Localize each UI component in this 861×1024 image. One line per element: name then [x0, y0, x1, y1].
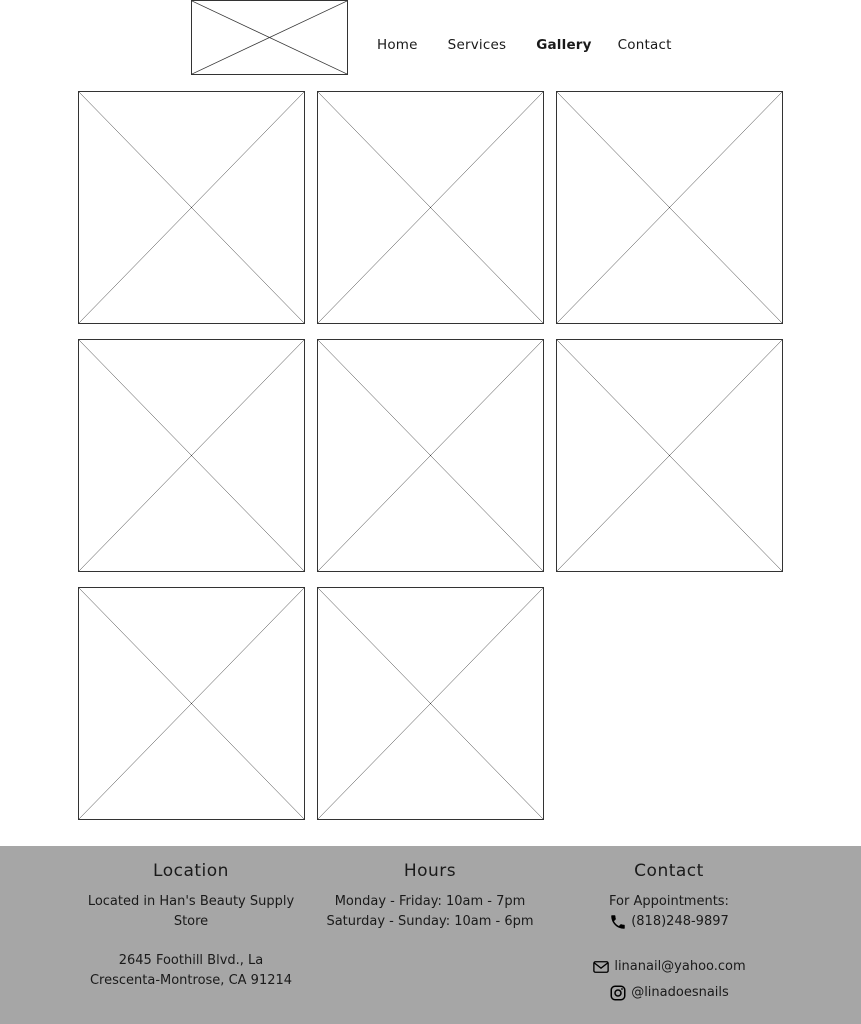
address-line1: 2645 Foothill Blvd., La [118, 953, 264, 968]
nav-services[interactable]: Services [447, 37, 507, 53]
hours-weekday: Monday - Friday: 10am - 7pm [334, 894, 526, 909]
site-footer [0, 846, 861, 1024]
gallery-image-2[interactable] [317, 91, 544, 324]
mail-icon [592, 958, 610, 976]
image-placeholder-icon [79, 340, 304, 571]
image-placeholder-icon [557, 92, 782, 323]
phone-link[interactable] [609, 912, 729, 932]
main-nav [377, 36, 672, 54]
phone-number: (818)248-9897 [631, 914, 729, 929]
gallery-image-7[interactable] [78, 587, 305, 820]
location-line1: Located in Han's Beauty Supply [87, 894, 295, 909]
phone-icon [609, 913, 627, 931]
gallery-image-3[interactable] [556, 91, 783, 324]
email-link[interactable] [592, 957, 745, 977]
image-placeholder-icon [318, 92, 543, 323]
hours-weekend: Saturday - Sunday: 10am - 6pm [326, 914, 534, 929]
image-placeholder-icon [79, 588, 304, 819]
gallery-image-6[interactable] [556, 339, 783, 572]
email-address: linanail@yahoo.com [614, 959, 746, 974]
hours-title: Hours [403, 861, 457, 881]
contact-title: Contact [634, 861, 704, 881]
gallery-image-8[interactable] [317, 587, 544, 820]
image-placeholder-icon [318, 340, 543, 571]
instagram-link[interactable] [609, 983, 729, 1003]
footer-contact [549, 846, 789, 1009]
instagram-handle: @linadoesnails [631, 985, 729, 1000]
logo-image[interactable] [191, 0, 348, 75]
image-placeholder-icon [192, 1, 347, 74]
location-title: Location [153, 861, 229, 881]
footer-hours [310, 846, 550, 932]
gallery-image-4[interactable] [78, 339, 305, 572]
address-line2: Crescenta-Montrose, CA 91214 [89, 973, 293, 988]
gallery-image-5[interactable] [317, 339, 544, 572]
image-placeholder-icon [79, 92, 304, 323]
instagram-icon [609, 984, 627, 1002]
appointments-label: For Appointments: [609, 894, 729, 909]
image-placeholder-icon [318, 588, 543, 819]
nav-home[interactable]: Home [377, 37, 418, 53]
nav-gallery[interactable]: Gallery [536, 37, 592, 53]
location-line2: Store [173, 914, 209, 929]
footer-location [71, 846, 311, 991]
image-placeholder-icon [557, 340, 782, 571]
gallery-image-1[interactable] [78, 91, 305, 324]
nav-contact[interactable]: Contact [617, 37, 672, 53]
